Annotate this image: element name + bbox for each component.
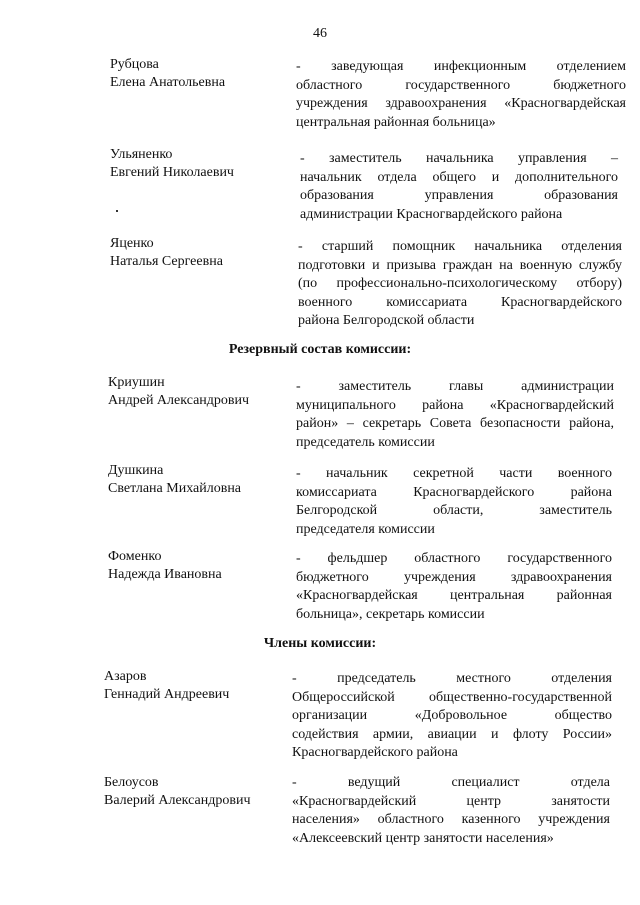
role-description [296,465,612,539]
role-line: района Белгородской области [298,313,475,328]
role-description [298,238,622,331]
role-line: начальник отдела общего и дополнительного [300,169,618,185]
role-line: «Алексеевский центр занятости населения» [292,830,554,846]
surname: Белоусов [104,775,159,790]
role-line: (по профессионально-психологическому отбору) [298,276,622,291]
person-name-kriushin [108,374,249,410]
given-names: Геннадий Андреевич [104,687,230,702]
role-line: - начальник секретной части военного [296,466,612,481]
person-name-azarov [104,668,229,704]
person-name-belousov [104,774,250,810]
role-description [292,670,612,763]
surname: Рубцова [110,57,159,72]
given-names: Елена Анатольевна [110,75,226,90]
role-line: - заместитель главы администрации [296,379,614,394]
role-line: Общероссийской общественно-государственной [292,689,612,705]
role-line: организации «Добровольное общество [292,708,612,723]
role-line: военного комиссариата Красногвардейского [298,294,622,310]
role-line: «Красногвардейская центральная районная [296,588,612,603]
role-line: областного государственного бюджетного [296,77,626,93]
person-name-dushkina [108,462,241,498]
role-line: «Красногвардейский центр занятости [292,793,610,809]
surname: Фоменко [108,549,162,564]
given-names: Валерий Александрович [104,793,251,808]
role-line: населения» областного казенного учреждения [292,812,610,827]
given-names: Наталья Сергеевна [110,254,223,269]
role-line: председатель комиссии [296,434,435,450]
given-names: Андрей Александрович [108,393,250,408]
role-line: председателя комиссии [296,521,435,537]
role-description [292,774,610,848]
role-description [300,150,618,224]
role-line: - ведущий специалист отдела [292,775,610,790]
role-line: центральная районная больница» [296,114,496,130]
surname: Яценко [110,236,154,251]
role-line: образования управления образования [300,188,618,203]
surname: Душкина [108,463,164,478]
person-name-yatsenko [110,235,223,271]
role-line: Красногвардейского района [292,745,458,760]
section-heading-reserve: Резервный состав комиссии: [228,342,412,357]
surname: Ульяненко [110,147,173,162]
person-name-fomenko [108,548,222,584]
role-line: - фельдшер областного государственного [296,551,612,566]
given-names: Евгений Николаевич [110,165,234,180]
role-line: район» – секретарь Совета безопасности района, [296,416,614,431]
role-description [296,378,614,452]
section-heading-members: Члены комиссии: [263,636,377,651]
role-line: администрации Красногвардейского района [300,206,563,222]
role-line: - заведующая инфекционным отделением [296,59,626,74]
role-line: больница», секретарь комиссии [296,606,485,622]
role-line: муниципального района «Красногвардейский [296,397,614,413]
given-names: Надежда Ивановна [108,567,222,582]
given-names: Светлана Михайловна [108,481,242,496]
role-line: бюджетного учреждения здравоохранения [296,569,612,585]
stray-mark [116,210,118,212]
role-line: содействия армии, авиации и флоту России» [292,726,612,742]
person-name-rubtsova [110,56,225,92]
role-line: комиссариата Красногвардейского района [296,484,612,500]
role-line: подготовки и призыва граждан на военную службу [298,257,622,273]
role-line: Белгородской области, заместитель [296,503,612,518]
role-line: - председатель местного отделения [292,671,612,686]
role-description [296,550,612,624]
surname: Азаров [104,669,147,684]
surname: Криушин [108,375,165,390]
role-line: - старший помощник начальника отделения [298,239,622,254]
page-number: 46 [313,26,327,41]
role-line: учреждения здравоохранения «Красногвардейская [296,96,626,111]
person-name-ulyanenko [110,146,234,182]
role-line: - заместитель начальника управления – [300,151,618,166]
role-description [296,58,626,132]
